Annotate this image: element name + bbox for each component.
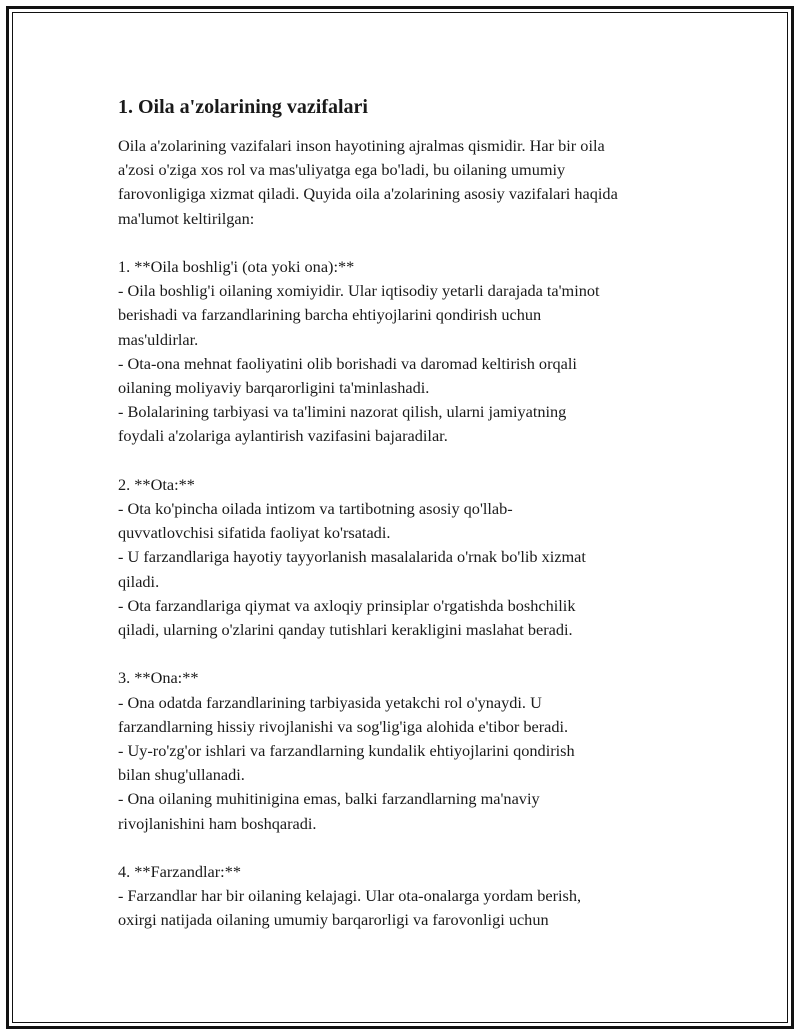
- list-item: - Ota farzandlariga qiymat va axloqiy prinsiplar o'rgatishda boshchilik qiladi, ularning o'zlarini qanday tutishlari kerakligini maslahat beradi.: [118, 595, 576, 640]
- paragraph-gap: [118, 449, 688, 473]
- list-item: - Ota-ona mehnat faoliyatini olib borishadi va daromad keltirish orqali oilaning moliyaviy barqarorligini ta'minlashadi.: [118, 353, 577, 398]
- section-title: 2. **Ota:**: [118, 474, 195, 494]
- list-item: - U farzandlariga hayotiy tayyorlanish masalalarida o'rnak bo'lib xizmat qiladi.: [118, 547, 586, 591]
- list-item: - Oila boshlig'i oilaning xomiyidir. Ular iqtisodiy yetarli darajada ta'minot berishadi va farzandlarining barcha ehtiyojlarini qondirish uchun mas'uldirlar.: [118, 281, 600, 349]
- section-title: 4. **Farzandlar:**: [118, 862, 241, 882]
- list-item: - Bolalarining tarbiyasi va ta'limini nazorat qilish, ularni jamiyatning foydali a'zolariga aylantirish vazifasini bajaradilar.: [118, 402, 567, 446]
- document-body: [118, 94, 688, 933]
- list-item: - Ona oilaning muhitinigina emas, balki farzandlarning ma'naviy rivojlanishini ham boshqaradi.: [118, 789, 540, 833]
- intro-paragraph: Oila a'zolarining vazifalari inson hayotining ajralmas qismidir. Har bir oila a'zosi o'ziga xos rol va mas'uliyatga ega bo'ladi, bu oilaning umumiy farovonligiga xizmat qiladi. Quyida oila a'zolarining asosiy vazifalari haqida ma'lumot keltirilgan:: [118, 136, 618, 228]
- section-head-of-family: [118, 255, 688, 449]
- list-item: - Uy-ro'zg'or ishlari va farzandlarning kundalik ehtiyojlarini qondirish bilan shug'ullanadi.: [118, 741, 575, 785]
- list-item: - Farzandlar har bir oilaning kelajagi. Ular ota-onalarga yordam berish, oxirgi natijada oilaning umumiy barqarorligi va farovonligi uchun: [118, 886, 582, 930]
- section-father: [118, 473, 688, 642]
- section-title: 3. **Ona:**: [118, 668, 199, 688]
- section-title: 1. **Oila boshlig'i (ota yoki ona):**: [118, 257, 355, 276]
- paragraph-gap: [118, 836, 688, 860]
- paragraph-gap: [118, 642, 688, 666]
- document-heading: 1. Oila a'zolarining vazifalari: [118, 96, 368, 118]
- list-item: - Ona odatda farzandlarining tarbiyasida yetakchi rol o'ynaydi. U farzandlarning hissiy rivojlanishi va sog'lig'iga alohida e'tibor beradi.: [118, 692, 569, 736]
- section-mother: [118, 666, 688, 835]
- section-children: [118, 860, 688, 933]
- list-item: - Ota ko'pincha oilada intizom va tartibotning asosiy qo'llab- quvvatlovchisi sifatida faoliyat ko'rsatadi.: [118, 499, 513, 543]
- paragraph-gap: [118, 231, 688, 255]
